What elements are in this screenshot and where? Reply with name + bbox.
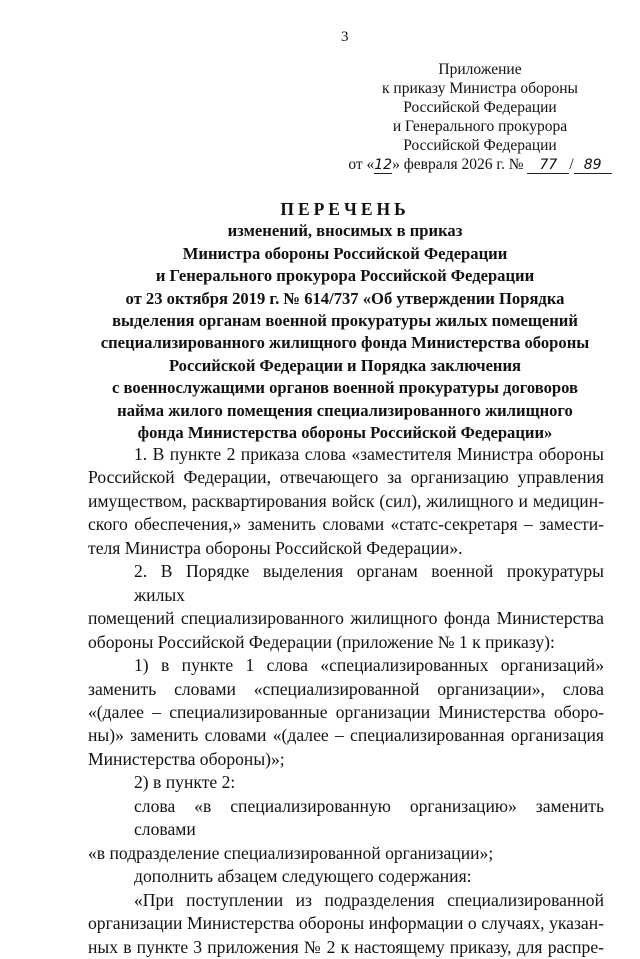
body-text-line: 1. В пункте 2 приказа слова «заместителя Министра обороны (134, 444, 604, 464)
approval-line: Российской Федерации (403, 137, 557, 154)
title-line: от 23 октября 2019 г. № 614/737 «Об утверждении Порядка (125, 288, 565, 308)
document-body (88, 443, 604, 959)
body-text-line: теля Министра обороны Российской Федерации». (88, 537, 463, 558)
approval-line: Российской Федерации (403, 99, 557, 116)
body-text-line: ны)» заменить словами «(далее – специализированная организация (88, 725, 604, 746)
body-text-line: имуществом, расквартирования войск (сил), жилищного и медицин- (88, 490, 604, 511)
title-line: и Генерального прокурора Российской Федерации (155, 266, 535, 286)
title-line: выделения органам военной прокуратуры жилых помещений (112, 311, 578, 331)
number-separator: / (569, 156, 574, 173)
title-line: с военнослужащими органов военной прокуратуры договоров (112, 378, 578, 398)
handwritten-number-1: 77 (527, 158, 569, 174)
body-text-line: Российской Федерации, отвечающего за организацию управления (88, 467, 604, 488)
title-line: специализированного жилищного фонда Министерства обороны (100, 333, 590, 353)
body-text-line: «в подразделение специализированной организации»; (88, 842, 494, 863)
body-text-line: помещений специализированного жилищного фонда Министерства (88, 608, 604, 629)
body-text-line: 1) в пункте 1 слова «специализированных организаций» (134, 655, 604, 676)
body-text-line: «При поступлении из подразделения специализированной (134, 889, 604, 910)
approval-stamp-block (330, 60, 630, 174)
body-text-line: организации Министерства обороны информации о случаях, указан- (88, 913, 604, 934)
document-title (60, 198, 630, 444)
title-line: изменений, вносимых в приказ (227, 221, 463, 241)
handwritten-day: 12 (374, 157, 393, 173)
title-line: Министра обороны Российской Федерации (182, 243, 508, 263)
title-heading: ПЕРЕЧЕНЬ (280, 199, 410, 219)
body-text-line: Министерства обороны)»; (88, 748, 285, 769)
title-line: Российской Федерации и Порядка заключения (168, 355, 522, 375)
approval-line: и Генерального прокурора (392, 118, 568, 135)
body-text-line: 2) в пункте 2: (134, 772, 236, 793)
body-text-line: дополнить абзацем следующего содержания: (134, 866, 472, 887)
body-text-line: «(далее – специализированные организации Министерства оборо- (88, 701, 604, 722)
approval-line: Приложение (438, 61, 522, 78)
body-text-line: слова «в специализированную организацию» заменить словами (134, 795, 604, 840)
body-text-line: заменить словами «специализированной организации», слова (88, 678, 604, 699)
handwritten-number-2: 89 (574, 158, 612, 174)
page-number: 3 (341, 29, 349, 45)
body-text-line: 2. В Порядке выделения органам военной прокуратуры жилых (134, 561, 604, 605)
body-text-line: ных в пункте 3 приложения № 2 к настоящему приказу, для распре- (88, 936, 604, 957)
date-prefix: от « (348, 156, 375, 173)
title-line: найма жилого помещения специализированного жилищного (117, 400, 573, 420)
body-text-line: ского обеспечения,» заменить словами «статс-секретаря – замести- (88, 514, 604, 535)
body-text-line: обороны Российской Федерации (приложение № 1 к приказу): (88, 631, 555, 652)
approval-line: к приказу Министра обороны (382, 80, 578, 97)
approval-date-line (330, 155, 630, 174)
title-line: фонда Министерства обороны Российской Федерации» (137, 423, 553, 443)
date-mid: » февраля 2026 г. № (392, 156, 524, 173)
